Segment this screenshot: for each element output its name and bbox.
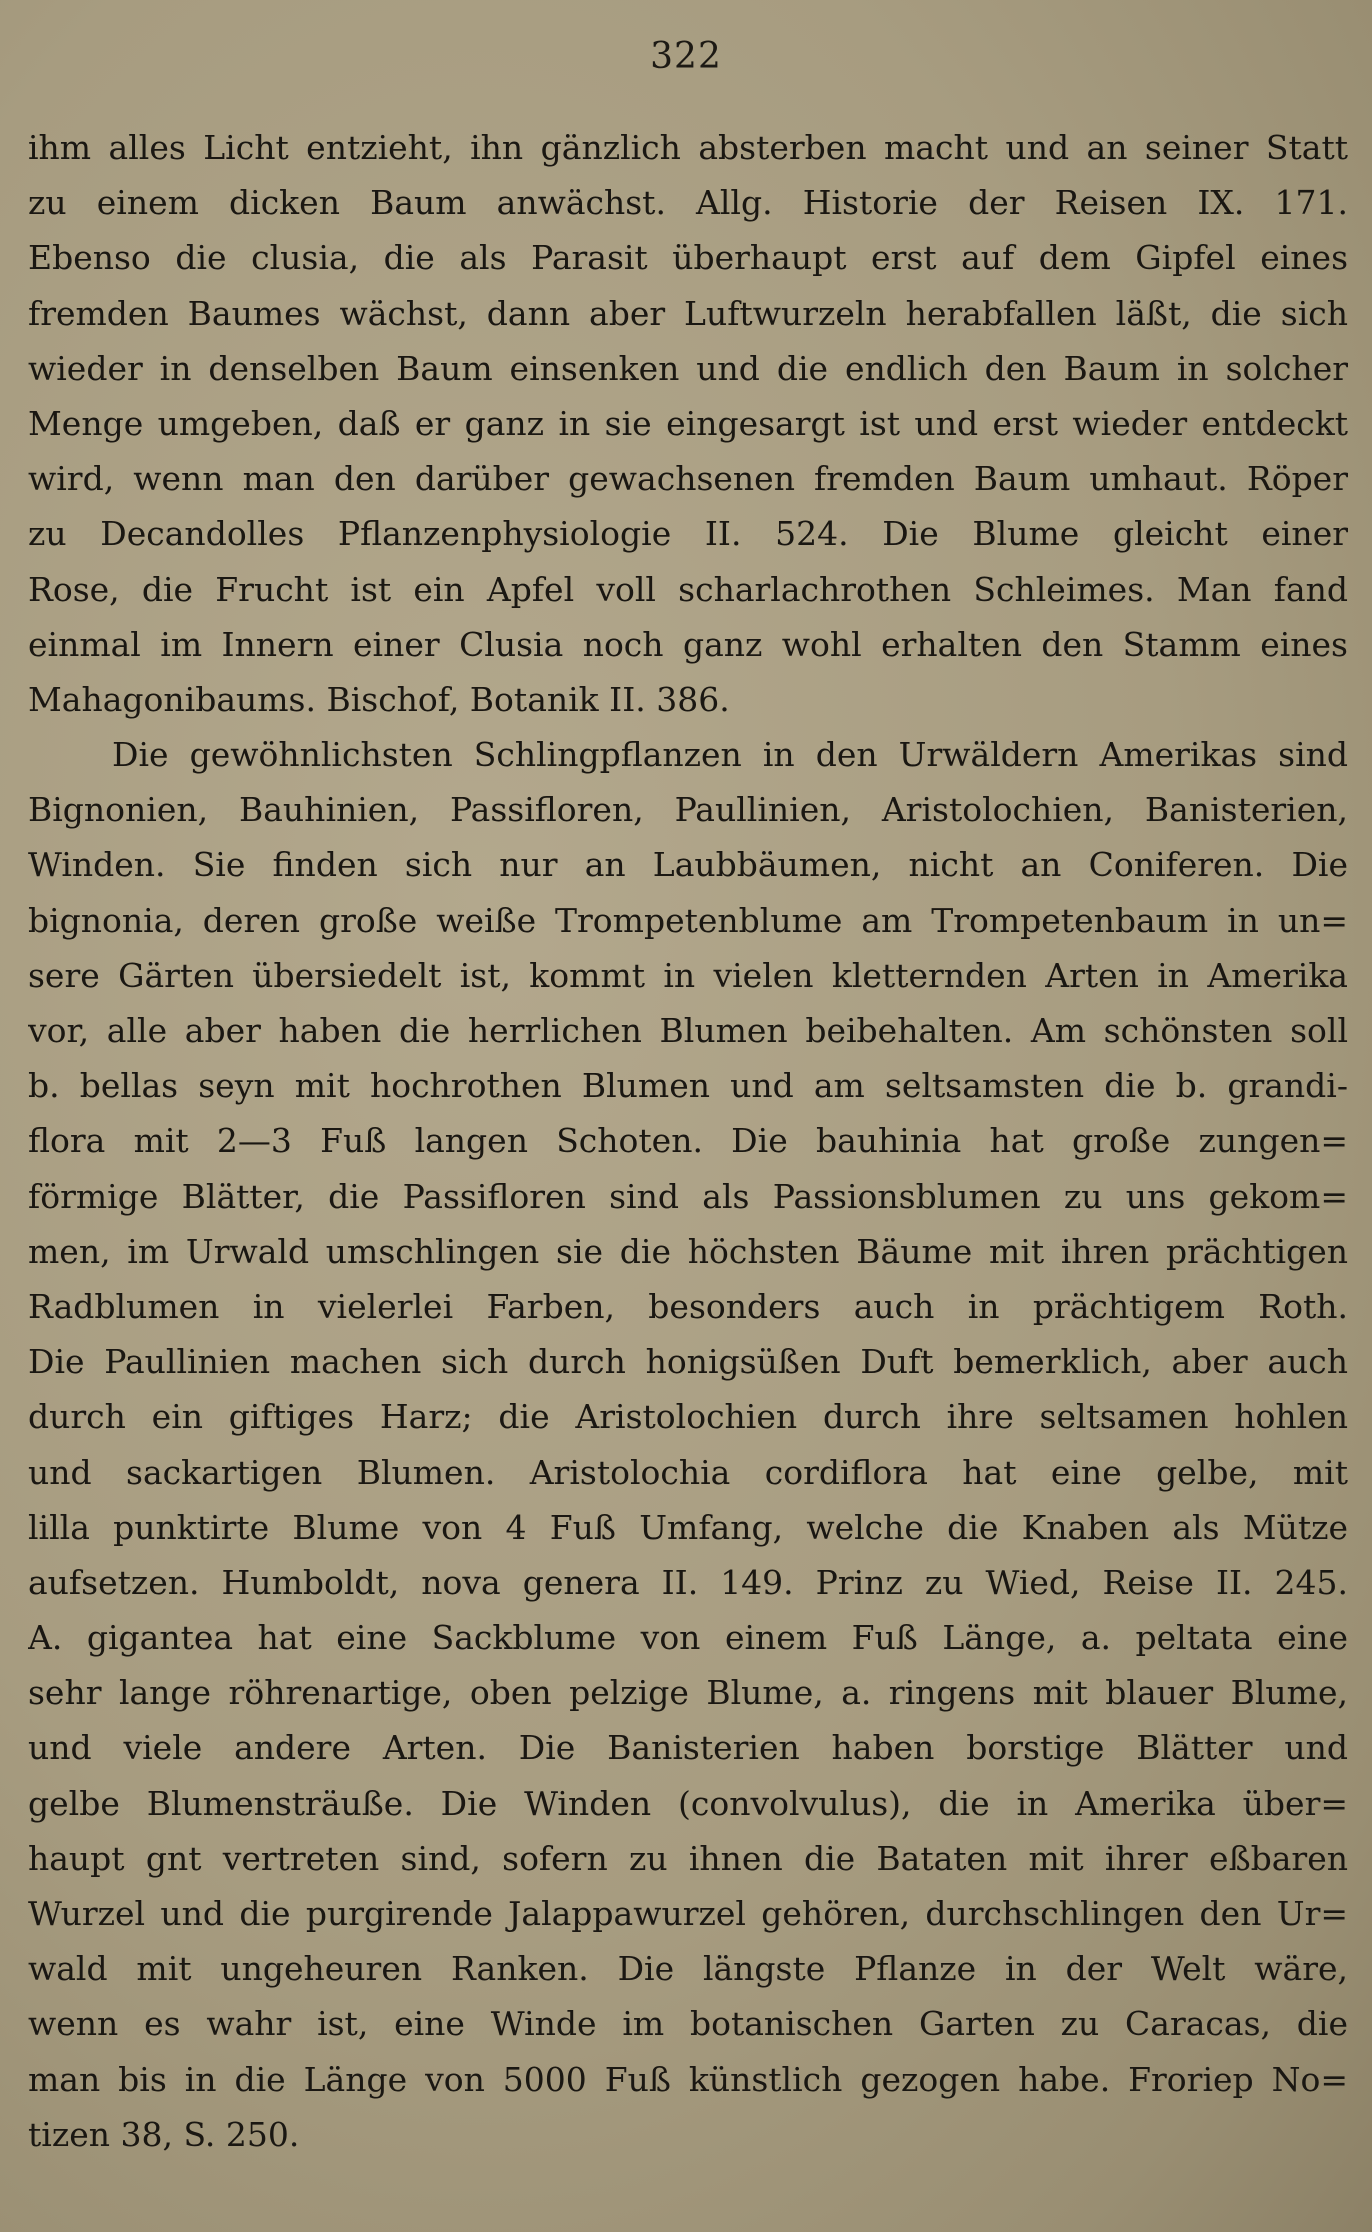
text-line: wird, wenn man den darüber gewachsenen fremden Baum umhaut. Röper <box>28 459 1348 499</box>
text-line: gelbe Blumensträuße. Die Winden (convolvulus), die in Amerika über= <box>28 1783 1348 1823</box>
text-line: Bignonien, Bauhinien, Passifloren, Paullinien, Aristolochien, Banisterien, <box>28 790 1348 830</box>
text-line: aufsetzen. Humboldt, nova genera II. 149. Prinz zu Wied, Reise II. 245. <box>28 1562 1348 1602</box>
text-line: Wurzel und die purgirende Jalappawurzel gehören, durchschlingen den Ur= <box>28 1894 1348 1933</box>
text-line: A. gigantea hat eine Sackblume von einem Fuß Länge, a. peltata eine <box>28 1618 1348 1658</box>
text-line: und sackartigen Blumen. Aristolochia cordiflora hat eine gelbe, mit <box>28 1452 1348 1492</box>
text-line: sehr lange röhrenartige, oben pelzige Blume, a. ringens mit blauer Blume, <box>28 1673 1348 1713</box>
text-line: einmal im Innern einer Clusia noch ganz wohl erhalten den Stamm eines <box>28 624 1348 664</box>
text-line: Radblumen in vielerlei Farben, besonders auch in prächtigem Roth. <box>28 1286 1348 1326</box>
text-line: Winden. Sie finden sich nur an Laubbäumen, nicht an Coniferen. Die <box>28 845 1348 885</box>
text-line: fremden Baumes wächst, dann aber Luftwurzeln herabfallen läßt, die sich <box>28 293 1348 333</box>
text-line: Die Paullinien machen sich durch honigsüßen Duft bemerklich, aber auch <box>28 1342 1348 1382</box>
text-line: lilla punktirte Blume von 4 Fuß Umfang, welche die Knaben als Mütze <box>28 1507 1348 1547</box>
text-line: Rose, die Frucht ist ein Apfel voll scharlachrothen Schleimes. Man fand <box>28 569 1348 609</box>
paragraph-start-line: Die gewöhnlichsten Schlingpflanzen in den Urwäldern Amerikas sind <box>112 735 1348 775</box>
text-line: Ebenso die clusia, die als Parasit überhaupt erst auf dem Gipfel eines <box>28 238 1348 278</box>
text-line: wenn es wahr ist, eine Winde im botanischen Garten zu Caracas, die <box>28 2004 1348 2044</box>
page-number: 322 <box>650 36 722 77</box>
text-line: vor, alle aber haben die herrlichen Blumen beibehalten. Am schönsten soll <box>28 1011 1348 1050</box>
text-line: haupt gnt vertreten sind, sofern zu ihnen die Bataten mit ihrer eßbaren <box>28 1838 1348 1878</box>
text-line: wieder in denselben Baum einsenken und die endlich den Baum in solcher <box>28 348 1348 388</box>
text-line: sere Gärten übersiedelt ist, kommt in vielen kletternden Arten in Amerika <box>28 955 1348 995</box>
text-body <box>28 120 1348 2162</box>
text-line: man bis in die Länge von 5000 Fuß künstlich gezogen habe. Froriep No= <box>28 2059 1348 2099</box>
text-line: und viele andere Arten. Die Banisterien haben borstige Blätter und <box>28 1728 1348 1768</box>
text-line: b. bellas seyn mit hochrothen Blumen und am seltsamsten die b. grandi- <box>28 1066 1348 1106</box>
text-line: wald mit ungeheuren Ranken. Die längste Pflanze in der Welt wäre, <box>28 1949 1348 1989</box>
text-line: zu einem dicken Baum anwächst. Allg. Historie der Reisen IX. 171. <box>28 183 1348 223</box>
text-line: durch ein giftiges Harz; die Aristolochien durch ihre seltsamen hohlen <box>28 1397 1348 1437</box>
text-line: zu Decandolles Pflanzenphysiologie II. 524. Die Blume gleicht einer <box>28 514 1348 554</box>
text-line: Menge umgeben, daß er ganz in sie eingesargt ist und erst wieder entdeckt <box>28 403 1348 443</box>
text-line: ihm alles Licht entzieht, ihn gänzlich absterben macht und an seiner Statt <box>28 128 1348 167</box>
text-line: förmige Blätter, die Passifloren sind als Passionsblumen zu uns gekom= <box>28 1176 1348 1216</box>
text-line: bignonia, deren große weiße Trompetenblume am Trompetenbaum in un= <box>28 900 1348 940</box>
text-line: flora mit 2—3 Fuß langen Schoten. Die bauhinia hat große zungen= <box>28 1121 1348 1161</box>
text-line: Mahagonibaums. Bischof, Botanik II. 386. <box>28 679 730 719</box>
text-line: tizen 38, S. 250. <box>28 2114 300 2154</box>
text-line: men, im Urwald umschlingen sie die höchsten Bäume mit ihren prächtigen <box>28 1231 1348 1271</box>
